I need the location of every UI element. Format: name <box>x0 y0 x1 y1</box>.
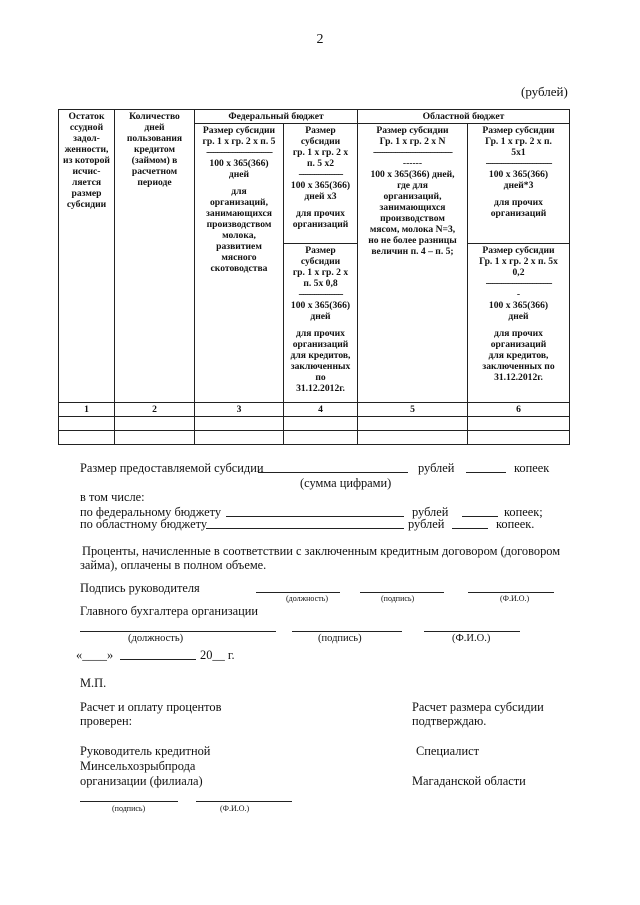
federal-budget-label: по федеральному бюджету <box>80 505 222 519</box>
kop-label: копеек <box>514 461 550 475</box>
accountant-signature-field[interactable] <box>292 631 402 632</box>
sum-caption: (сумма цифрами) <box>300 476 392 490</box>
cell-federal-main-formula: Размер субсидии гр. 1 х гр. 2 х п. 5 ------------------------------ 100 х 365(366) дней для организаций, занимающихся производством молока, развитием мясного скотоводства <box>195 124 284 403</box>
subsidy-calculation-table <box>58 109 570 445</box>
subsidy-kop-field[interactable] <box>466 472 506 473</box>
col-number: 3 <box>195 403 284 417</box>
col-number: 6 <box>468 403 570 417</box>
head-fio-field[interactable] <box>468 592 554 593</box>
empty-data-row <box>59 431 570 445</box>
rub-label: рублей <box>412 505 449 519</box>
credit-org-head-line2: Минсельхозрыбпрода <box>80 759 196 773</box>
signature-caption: (подпись) <box>381 594 415 603</box>
head-position-field[interactable] <box>256 592 340 593</box>
signature-caption: (подпись) <box>112 804 146 813</box>
interest-statement-line1: Проценты, начисленные в соответствии с заключенным кредитным договором (договором <box>82 544 561 558</box>
date-day-field[interactable]: «____» <box>76 648 114 662</box>
regional-budget-label: по областному бюджету <box>80 517 208 531</box>
header-federal-budget: Федеральный бюджет <box>195 110 358 124</box>
col-number: 2 <box>115 403 195 417</box>
credit-org-signature-field[interactable] <box>80 801 178 802</box>
page-number: 2 <box>316 32 324 47</box>
credit-org-fio-field[interactable] <box>196 801 292 802</box>
cell-federal-credit-formula: Размер субсидии гр. 1 х гр. 2 х п. 5х 0,8 -------------------- 100 х 365(366) дней для прочих организаций для кредитов, заключенных по 31.12.2012г. <box>284 244 358 403</box>
subsidy-confirm-line1: Расчет размера субсидии <box>412 700 544 714</box>
federal-kop-field[interactable] <box>462 516 498 517</box>
header-regional-budget: Областной бюджет <box>358 110 570 124</box>
date-month-field[interactable] <box>120 659 196 660</box>
regional-amount-field[interactable] <box>206 528 404 529</box>
rub-label: рублей <box>408 517 445 531</box>
interest-check-line1: Расчет и оплату процентов <box>80 700 222 714</box>
col-number: 1 <box>59 403 115 417</box>
fio-caption: (Ф.И.О.) <box>500 594 530 603</box>
including-label: в том числе: <box>80 490 145 504</box>
rub-label: рублей <box>418 461 455 475</box>
subsidy-amount-field[interactable] <box>258 472 408 473</box>
chief-accountant-label: Главного бухгалтера организации <box>80 604 258 618</box>
empty-data-row <box>59 417 570 431</box>
seal-mark: М.П. <box>80 676 107 690</box>
subsidy-confirm-line2: подтверждаю. <box>412 714 487 728</box>
federal-amount-field[interactable] <box>226 516 404 517</box>
accountant-position-field[interactable] <box>80 631 276 632</box>
head-signature-label: Подпись руководителя <box>80 581 200 595</box>
column-number-row <box>59 403 570 417</box>
header-days-count: Количество дней пользования кредитом (займом) в расчетном периоде <box>115 110 195 403</box>
cell-regional-other-formula: Размер субсидии Гр. 1 х гр. 2 х п. 5х1 ------------------------------ 100 х 365(366) дней*3 для прочих организаций <box>468 124 570 244</box>
cell-regional-main-formula: Размер субсидии Гр. 1 х гр. 2 х N ------------------------------------ ------ 100 х 365(366) дней, где для организаций, занимающихся производством мясом, молока N=3, но не более разницы величин п. 4 – п. 5; <box>358 124 468 403</box>
fio-caption: (Ф.И.О.) <box>452 633 491 644</box>
cell-federal-other-formula: Размер субсидии гр. 1 х гр. 2 х п. 5 х2 -------------------- 100 х 365(366) дней х3 для прочих организаций <box>284 124 358 244</box>
credit-org-head-line1: Руководитель кредитной <box>80 744 211 758</box>
date-year-label: 20__ г. <box>200 648 235 662</box>
units-label: (рублей) <box>521 84 568 99</box>
col-number: 5 <box>358 403 468 417</box>
credit-org-head-line3: организации (филиала) <box>80 774 203 788</box>
interest-statement-line2: займа), оплачены в полном объеме. <box>80 558 267 572</box>
col-number: 4 <box>284 403 358 417</box>
kop-label: копеек; <box>504 505 543 519</box>
kop-label: копеек. <box>496 517 535 531</box>
interest-check-line2: проверен: <box>80 714 133 728</box>
accountant-fio-field[interactable] <box>424 631 520 632</box>
subsidy-amount-label: Размер предоставляемой субсидии <box>80 461 264 475</box>
head-signature-field[interactable] <box>360 592 444 593</box>
position-caption: (должность) <box>286 594 328 603</box>
regional-kop-field[interactable] <box>452 528 488 529</box>
specialist-label: Специалист <box>416 744 479 758</box>
fio-caption: (Ф.И.О.) <box>220 804 250 813</box>
signature-caption: (подпись) <box>318 633 362 644</box>
cell-regional-credit-formula: Размер субсидии Гр. 1 х гр. 2 х п. 5х 0,2 ------------------------------ - 100 х 365(366) дней для прочих организаций для кредитов, заключенных по 31.12.2012г. <box>468 244 570 403</box>
region-label: Магаданской области <box>412 774 526 788</box>
position-caption: (должность) <box>128 633 184 644</box>
header-loan-balance: Остаток ссудной задол- женности, из которой исчис- ляется размер субсидии <box>59 110 115 403</box>
